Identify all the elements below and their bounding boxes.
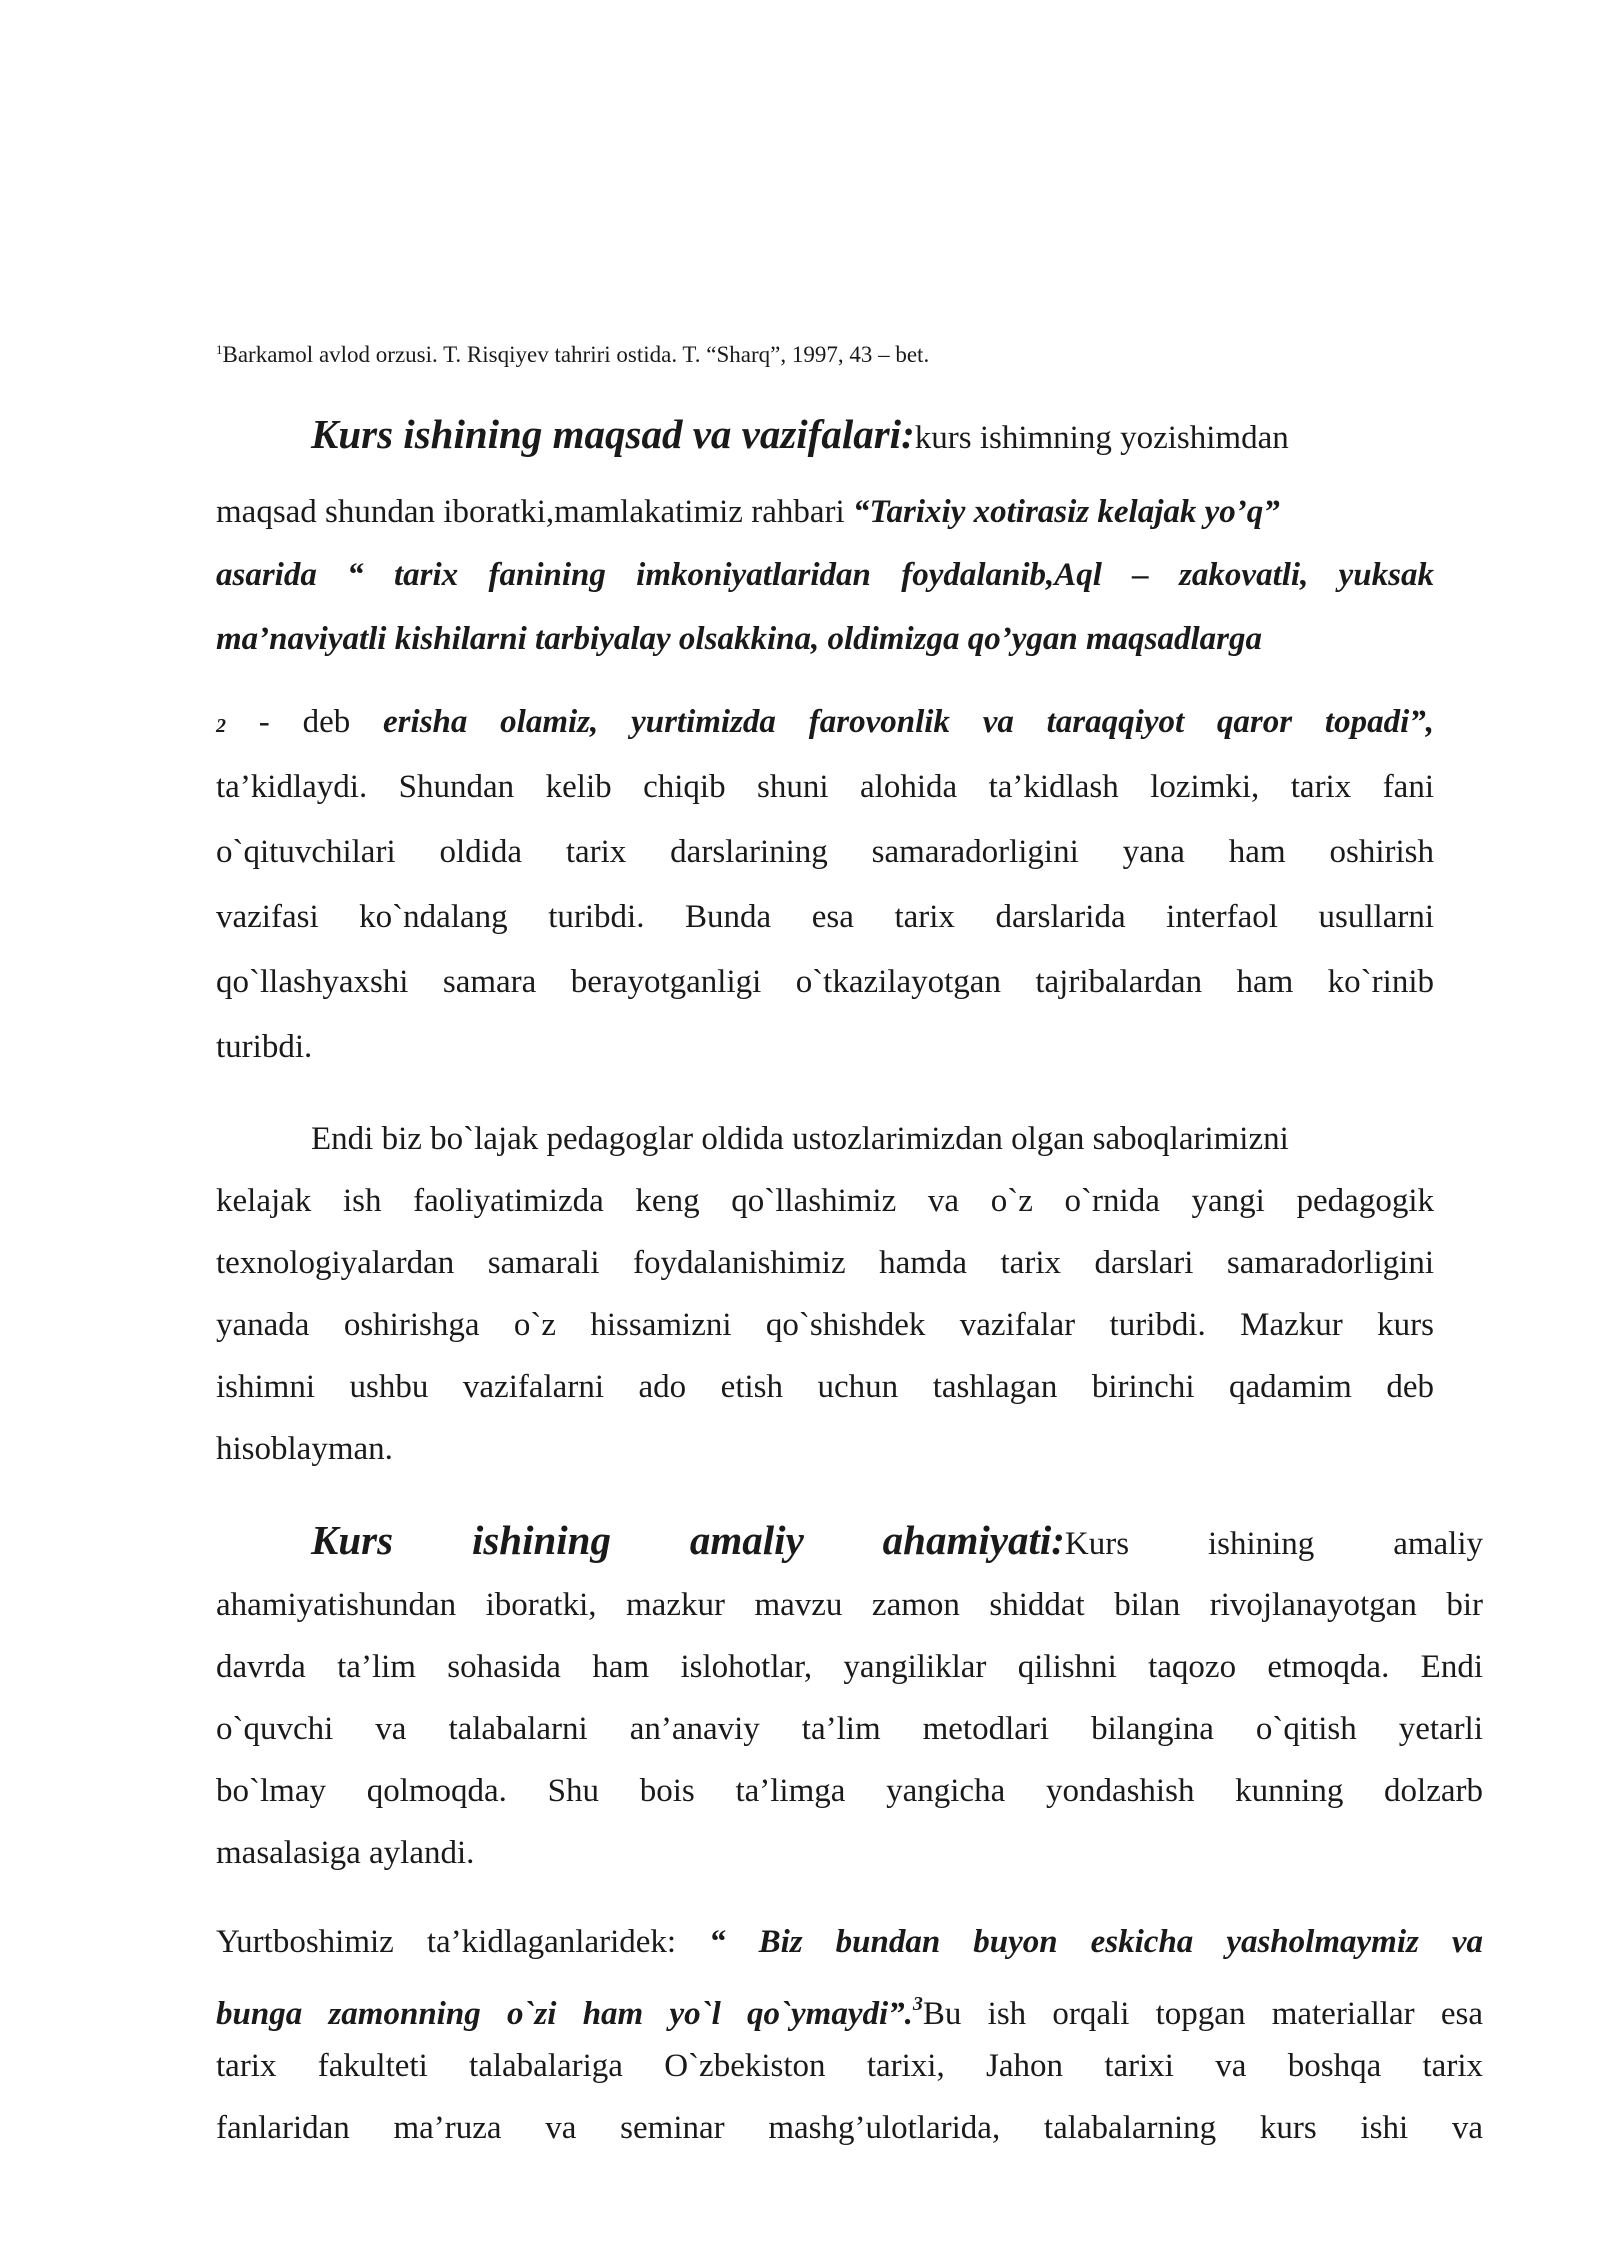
section1-line2-quote: “Tarixiy xotirasiz kelajak yo’q” <box>852 494 1280 530</box>
section1-line8: vazifasi ko`ndalang turibdi. Bunda esa tarix darslarida interfaol usullarni <box>216 899 1434 935</box>
section4-line2-quote: bunga zamonning o`zi ham yo`l qo`ymaydi”. <box>216 1996 913 2032</box>
section1-line5-a: - deb <box>226 704 384 740</box>
section3-line1 <box>311 1517 1483 1564</box>
section3-line6: masalasiga aylandi. <box>216 1835 475 1871</box>
section3-line3: davrda ta’lim sohasida ham islohotlar, yangiliklar qilishni taqozo etmoqda. Endi <box>216 1649 1483 1685</box>
section2-line1: Endi biz bo`lajak pedagoglar oldida ustozlarimizdan olgan saboqlarimizni <box>311 1121 1289 1157</box>
section3-heading-ishining: ishining <box>471 1517 611 1563</box>
section1-line1-text: kurs ishimning yozishimdan <box>914 420 1289 456</box>
footnote-text: Barkamol avlod orzusi. T. Risqiyev tahriri ostida. T. “Sharq”, 1997, 43 – bet. <box>222 342 930 367</box>
section3-line5: bo`lmay qolmoqda. Shu bois ta’limga yangicha yondashish kunning dolzarb <box>216 1773 1483 1809</box>
section3-line4: o`quvchi va talabalarni an’anaviy ta’lim metodlari bilangina o`qitish yetarli <box>216 1711 1483 1747</box>
section1-line2-a: maqsad shundan iboratki,mamlakatimiz rahbari <box>216 494 853 530</box>
section1-line10: turibdi. <box>216 1029 313 1065</box>
footnote-ref-2: 2 <box>216 715 226 737</box>
section4-line2-b: Bu ish orqali topgan materiallar esa <box>922 1996 1483 2032</box>
section1-line1 <box>311 411 1289 458</box>
section1-line4: ma’naviyatli kishilarni tarbiyalay olsakkina, oldimizga qo’ygan maqsadlarga <box>216 621 1262 657</box>
section2-line6: hisoblayman. <box>216 1431 393 1467</box>
footnote-number: 1 <box>216 342 223 357</box>
footnote-ref-3: 3 <box>912 1993 923 2015</box>
section4-line1 <box>216 1922 1483 1962</box>
section1-line9: qo`llashyaxshi samara berayotganligi o`tkazilayotgan tajribalardan ham ko`rinib <box>216 964 1434 1000</box>
section4-line1-a: Yurtboshimiz ta’kidlaganlaridek: <box>216 1924 710 1960</box>
section1-line5-quote: erisha olamiz, yurtimizda farovonlik va taraqqiyot qaror topadi”, <box>383 704 1434 740</box>
section1-line5 <box>216 702 1434 746</box>
section1-line7: o`qituvchilari oldida tarix darslarining samaradorligini yana ham oshirish <box>216 834 1434 870</box>
section2-line2: kelajak ish faoliyatimizda keng qo`llashimiz va o`z o`rnida yangi pedagogik <box>216 1183 1434 1219</box>
section3-line2: ahamiyatishundan iboratki, mazkur mavzu zamon shiddat bilan rivojlanayotgan bir <box>216 1587 1483 1623</box>
section2-line4: yanada oshirishga o`z hissamizni qo`shishdek vazifalar turibdi. Mazkur kurs <box>216 1307 1434 1343</box>
section3-line1-ishining: ishining <box>1207 1526 1315 1562</box>
section4-line1-quote: “ Biz bundan buyon eskicha yasholmaymiz va <box>709 1924 1483 1960</box>
section3-heading-ahamiyati: ahamiyati:Kurs <box>882 1517 1130 1563</box>
section1-line6: ta’kidlaydi. Shundan kelib chiqib shuni alohida ta’kidlash lozimki, tarix fani <box>216 769 1434 805</box>
footnote <box>216 336 1416 369</box>
section3-heading-amaliy: amaliy <box>689 1517 804 1563</box>
section2-line5: ishimni ushbu vazifalarni ado etish uchun tashlagan birinchi qadamim deb <box>216 1369 1434 1405</box>
section4-line2 <box>216 1984 1483 2034</box>
section2-line3: texnologiyalardan samarali foydalanishimiz hamda tarix darslari samaradorligini <box>216 1245 1434 1281</box>
section4-line3: tarix fakulteti talabalariga O`zbekiston tarixi, Jahon tarixi va boshqa tarix <box>216 2048 1483 2084</box>
section1-line2 <box>216 492 1280 532</box>
section4-line4: fanlaridan ma’ruza va seminar mashg’ulotlarida, talabalarning kurs ishi va <box>216 2110 1483 2146</box>
section3-line1-amaliy: amaliy <box>1393 1526 1483 1562</box>
section1-heading: Kurs ishining maqsad va vazifalari: <box>311 411 915 457</box>
section3-heading-kurs: Kurs <box>311 1517 394 1563</box>
section1-line3: asarida “ tarix fanining imkoniyatlaridan foydalanib,Aql – zakovatli, yuksak <box>216 557 1434 593</box>
